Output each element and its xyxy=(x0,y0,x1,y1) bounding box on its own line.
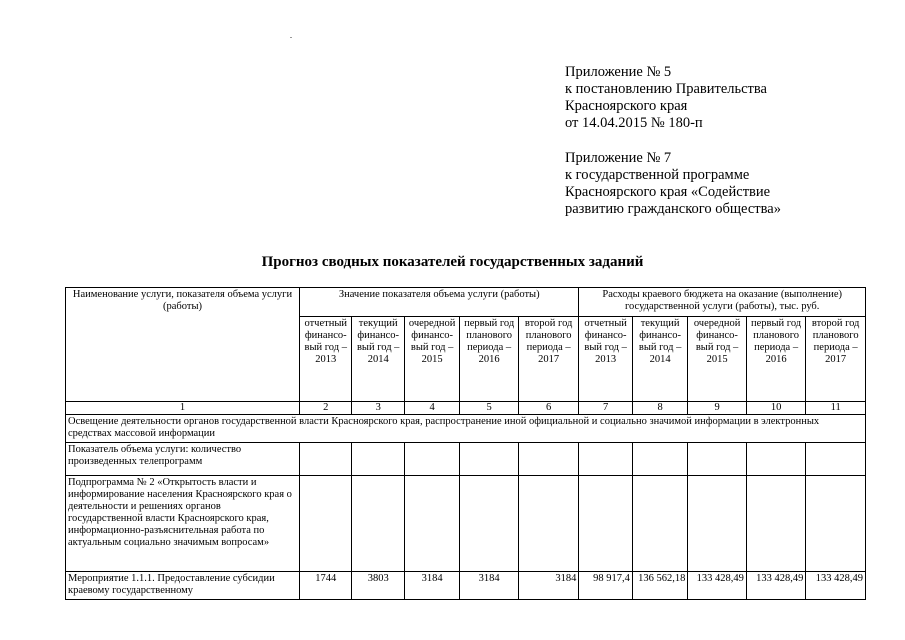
header-expenses-group: Расходы краевого бюджета на оказание (выполнение) государственной услуги (работы), тыс. руб. xyxy=(579,288,866,317)
value-cell: 133 428,49 xyxy=(688,572,747,600)
column-number: 1 xyxy=(66,402,300,415)
subheader-cell: второй год планового периода – 2017 xyxy=(806,317,866,402)
subheader-cell: второй год планового периода – 2017 xyxy=(518,317,579,402)
value-cell: 136 562,18 xyxy=(632,572,687,600)
annex-line: к постановлению Правительства xyxy=(565,81,767,97)
section-row: Освещение деятельности органов государственной власти Красноярского края, распространение иной официальной и социально значимой информации в электронных средствах массовой информации xyxy=(66,415,866,443)
subheader-cell: очередной финансо-вый год – 2015 xyxy=(688,317,747,402)
column-number: 11 xyxy=(806,402,866,415)
subheader-cell: первый год планового периода – 2016 xyxy=(746,317,806,402)
column-number: 7 xyxy=(579,402,632,415)
value-cell: 3184 xyxy=(404,572,459,600)
annex-line: Красноярского края xyxy=(565,98,688,114)
subheader-cell: текущий финансо-вый год – 2014 xyxy=(352,317,404,402)
value-cell: 3184 xyxy=(460,572,519,600)
value-cell: 133 428,49 xyxy=(746,572,806,600)
annex-line: Приложение № 5 xyxy=(565,64,672,80)
value-cell: 98 917,4 xyxy=(579,572,632,600)
annex-line: Приложение № 7 xyxy=(565,150,672,166)
value-cell: 3803 xyxy=(352,572,404,600)
value-cell: 3184 xyxy=(518,572,579,600)
activity-name: Мероприятие 1.1.1. Предоставление субсидии краевому государственному xyxy=(66,572,300,600)
annex-7-block xyxy=(565,150,781,218)
forecast-table xyxy=(65,287,866,600)
value-cell: 133 428,49 xyxy=(806,572,866,600)
column-number: 6 xyxy=(518,402,579,415)
column-number: 4 xyxy=(404,402,459,415)
table-row xyxy=(66,476,866,572)
subheader-cell: отчетный финансо-вый год – 2013 xyxy=(579,317,632,402)
annex-line: Красноярского края «Содействие xyxy=(565,184,771,200)
annex-line: от 14.04.2015 № 180-п xyxy=(565,115,703,131)
column-number: 10 xyxy=(746,402,806,415)
header-service-name: Наименование услуги, показателя объема услуги (работы) xyxy=(66,288,300,402)
annex-5-block xyxy=(565,64,767,132)
indicator-name: Показатель объема услуги: количество произведенных телепрограмм xyxy=(66,443,300,476)
scan-speck xyxy=(290,37,292,38)
subprogram-name: Подпрограмма № 2 «Открытость власти и информирование населения Красноярского края о деятельности и решениях органов государственной власти Красноярского края, информационно-разъяснительная работа по актуальным социально значимым вопросам» xyxy=(66,476,300,572)
page-title: Прогноз сводных показателей государственных заданий xyxy=(261,254,644,270)
column-number: 3 xyxy=(352,402,404,415)
subheader-cell: очередной финансо-вый год – 2015 xyxy=(404,317,459,402)
subheader-cell: текущий финансо-вый год – 2014 xyxy=(632,317,687,402)
header-volume-group: Значение показателя объема услуги (работы) xyxy=(300,288,579,317)
table-row xyxy=(66,572,866,600)
column-number: 9 xyxy=(688,402,747,415)
annex-line: к государственной программе xyxy=(565,167,750,183)
subheader-cell: отчетный финансо-вый год – 2013 xyxy=(300,317,352,402)
column-number: 5 xyxy=(460,402,519,415)
table-row xyxy=(66,443,866,476)
column-number: 8 xyxy=(632,402,687,415)
column-number: 2 xyxy=(300,402,352,415)
annex-line: развитию гражданского общества» xyxy=(565,201,781,217)
value-cell: 1744 xyxy=(300,572,352,600)
subheader-cell: первый год планового периода – 2016 xyxy=(460,317,519,402)
